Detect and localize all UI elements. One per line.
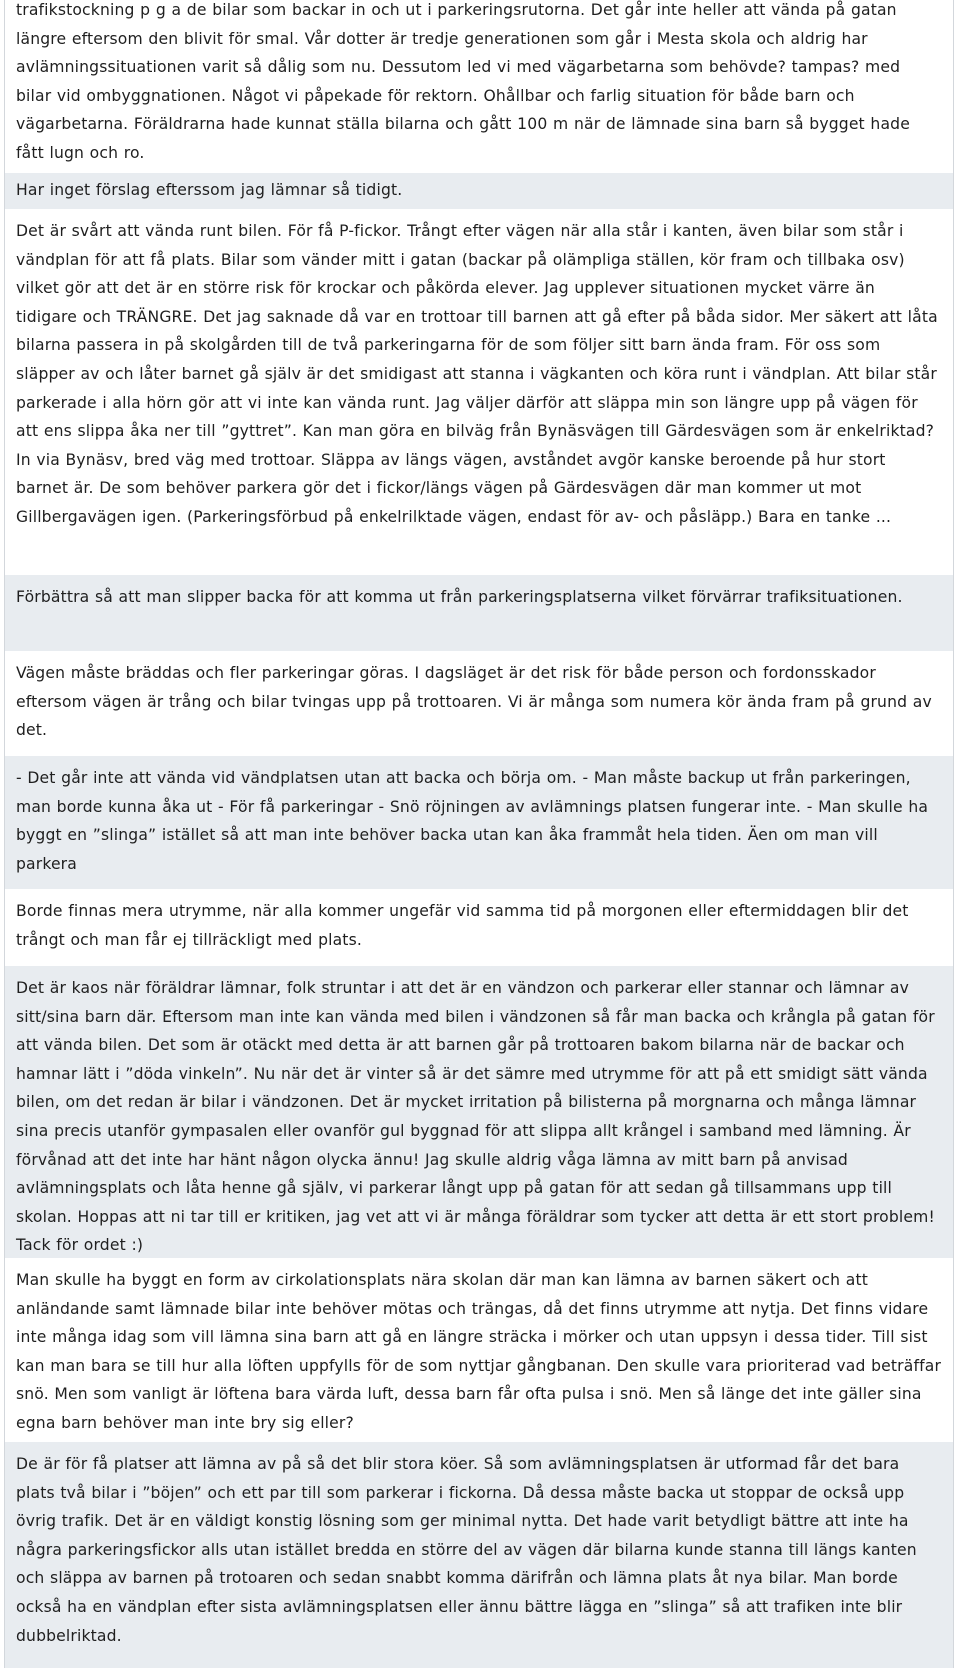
response-row	[5, 1258, 953, 1442]
response-row	[5, 575, 953, 651]
response-text: Har inget förslag efterssom jag lämnar så tidigt.	[16, 181, 403, 199]
response-row	[5, 889, 953, 966]
response-text: Det är svårt att vända runt bilen. För få P-fickor. Trångt efter vägen när alla står i kanten, även bilar som står i vändplan för att få plats. Bilar som vänder mitt i gatan (backar på olämpliga ställen, kör fram och tillbaka osv) vilket gör att det är en större risk för krockar och påkörda elever. Jag upplever situationen mycket värre än tidigare och TRÄNGRE. Det jag saknade då var en trottoar till barnen att gå efter på båda sidor. Mer säkert att låta bilarna passera in på skolgården till de två parkeringarna för de som följer sitt barn ända fram. För oss som släpper av och låter barnet gå själv är det smidigast att stanna i vägkanten och köra runt i vändplan. Att bilar står parkerade i alla hörn gör att vi inte kan vända runt. Jag väljer därför att släppa min son längre upp på vägen för att ens slippa åka ner till ”gyttret”. Kan man göra en bilväg från Bynäsvägen till Gärdesvägen som är enkelriktad? In via Bynäsv, bred väg med trottoar. Släppa av längs vägen, avståndet avgör kanske beroende på hur stort barnet är. De som behöver parkera gör det i fickor/längs vägen på Gärdesvägen där man kommer ut mot Gillbergavägen igen. (Parkeringsförbud på enkelrilktade vägen, endast för av- och påsläpp.) Bara en tanke ...	[16, 222, 938, 526]
response-row	[5, 173, 953, 209]
response-row	[5, 1442, 953, 1668]
response-text: Vägen måste bräddas och fler parkeringar göras. I dagsläget är det risk för både person och fordonsskador eftersom vägen är trång och bilar tvingas upp på trottoaren. Vi är många som numera kör ända fram på grund av det.	[16, 664, 932, 740]
response-row	[5, 209, 953, 575]
response-text: De är för få platser att lämna av på så det blir stora köer. Så som avlämningsplatsen är utformad får det bara plats två bilar i ”böjen” och ett par till som parkerar i fickorna. Då dessa måste backa ut stoppar de också upp övrig trafik. Det är en väldigt konstig lösning som ger minimal nytta. Det hade varit betydligt bättre att inte ha några parkeringsfickor alls utan istället bredda en större del av vägen där bilarna kunde stanna till längs kanten och släppa av barnen på trotoaren och sedan snabbt komma därifrån och lämna plats åt nya bilar. Man borde också ha en vändplan efter sista avlämningsplatsen eller ännu bättre lägga en ”slinga” så att trafiken inte blir dubbelriktad.	[16, 1455, 917, 1645]
response-text: Det är kaos när föräldrar lämnar, folk struntar i att det är en vändzon och parkerar eller stannar och lämnar av sitt/sina barn där. Eftersom man inte kan vända med bilen i vändzonen så får man backa och krångla på gatan för att vända bilen. Det som är otäckt med detta är att barnen går på trottoaren bakom bilarna när de backar och hamnar lätt i ”döda vinkeln”. Nu när det är vinter så är det sämre med utrymme för att på ett smidigt sätt vända bilen, om det redan är bilar i vändzonen. Det är mycket irritation på bilisterna på morgnarna och många lämnar sina precis utanför gympasalen eller ovanför gul byggnad för att slippa allt krångel i samband med lämning. Är förvånad att det inte har hänt någon olycka ännu! Jag skulle aldrig våga lämna av mitt barn på anvisad avlämningsplats och låta henne gå själv, vi parkerar långt upp på gatan för att sedan gå tillsammans upp till skolan. Hoppas att ni tar till er kritiken, jag vet att vi är många föräldrar som tycker att detta är ett stort problem! Tack för ordet :)	[16, 979, 935, 1255]
responses-table	[4, 0, 954, 1668]
response-text: - Det går inte att vända vid vändplatsen utan att backa och börja om. - Man måste backup ut från parkeringen, man borde kunna åka ut - För få parkeringar - Snö röjningen av avlämnings platsen fungerar inte. - Man skulle ha byggt en ”slinga” istället så att man inte behöver backa utan kan åka frammåt hela tiden. Äen om man vill parkera	[16, 769, 929, 873]
response-row	[5, 0, 953, 173]
response-text: Man skulle ha byggt en form av cirkolationsplats nära skolan där man kan lämna av barnen säkert och att anländande samt lämnade bilar inte behöver mötas och trängas, då det finns utrymme att nytja. Det finns vidare inte många idag som vill lämna sina barn att gå en längre sträcka i mörker och utan uppsyn i dessa tider. Till sist kan man bara se till hur alla löften uppfylls för de som nyttjar gångbanan. Den skulle vara prioriterad vad beträffar snö. Men som vanligt är löftena bara värda luft, dessa barn får ofta pulsa i snö. Men så länge det inte gäller sina egna barn behöver man inte bry sig eller?	[16, 1271, 941, 1432]
response-text: Förbättra så att man slipper backa för att komma ut från parkeringsplatserna vilket förvärrar trafiksituationen.	[16, 588, 903, 606]
response-row	[5, 966, 953, 1258]
response-row	[5, 651, 953, 756]
response-row	[5, 756, 953, 889]
response-text: Borde finnas mera utrymme, när alla kommer ungefär vid samma tid på morgonen eller eftermiddagen blir det trångt och man får ej tillräckligt med plats.	[16, 902, 909, 949]
response-text: trafikstockning p g a de bilar som backar in och ut i parkeringsrutorna. Det går inte heller att vända på gatan längre eftersom den blivit för smal. Vår dotter är tredje generationen som går i Mesta skola och aldrig har avlämningssituationen varit så dålig som nu. Dessutom led vi med vägarbetarna som behövde? tampas? med bilar vid ombyggnationen. Något vi påpekade för rektorn. Ohållbar och farlig situation för både barn och vägarbetarna. Föräldrarna hade kunnat ställa bilarna och gått 100 m när de lämnade sina barn så bygget hade fått lugn och ro.	[16, 1, 910, 162]
